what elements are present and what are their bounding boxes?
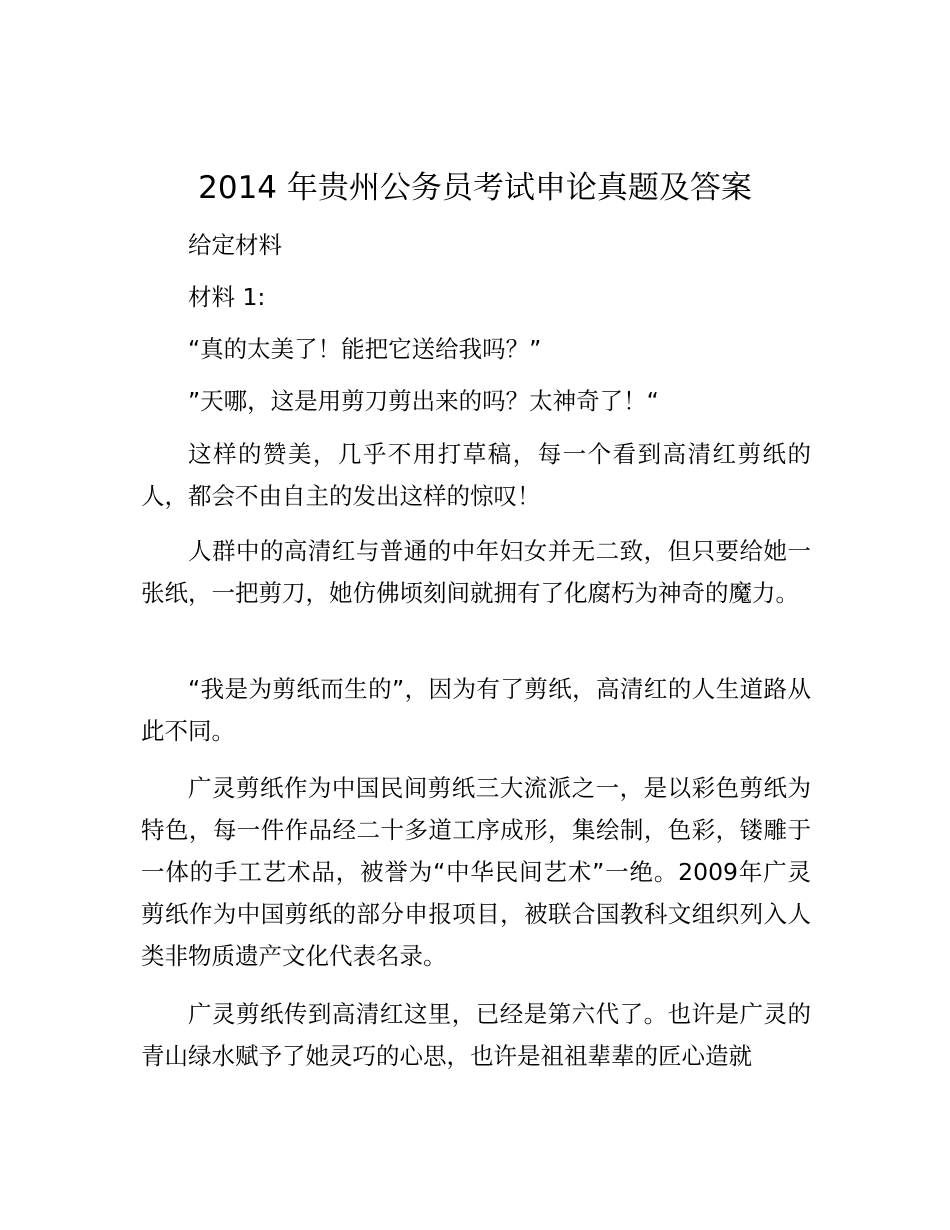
section-heading: 给定材料 <box>188 231 282 259</box>
paragraph: 广灵剪纸作为中国民间剪纸三大流派之一，是以彩色剪纸为特色，每一件作品经二十多道工序成形，集绘制，色彩，镂雕于一体的手工艺术品，被誉为“中华民间艺术”一绝。2009年广灵剪纸作为中国剪纸的部分申报项目，被联合国教科文组织列入人类非物质遗产文化代表名录。 <box>141 774 811 970</box>
paragraph: “我是为剪纸而生的”，因为有了剪纸，高清红的人生道路从此不同。 <box>141 675 811 745</box>
paragraph: “真的太美了！能把它送给我吗？” <box>188 335 542 363</box>
paragraph: 这样的赞美，几乎不用打草稿，每一个看到高清红剪纸的人，都会不由自主的发出这样的惊叹！ <box>141 440 811 510</box>
paragraph: ”天哪，这是用剪刀剪出来的吗？太神奇了！“ <box>188 387 659 415</box>
paragraph: 广灵剪纸传到高清红这里，已经是第六代了。也许是广灵的青山绿水赋予了她灵巧的心思，也许是祖祖辈辈的匠心造就 <box>141 1000 811 1070</box>
paragraph: 人群中的高清红与普通的中年妇女并无二致，但只要给她一张纸，一把剪刀，她仿佛顷刻间就拥有了化腐朽为神奇的魔力。 <box>141 537 811 607</box>
page-title: 2014 年贵州公务员考试申论真题及答案 <box>198 170 752 206</box>
material-label: 材料 1: <box>188 283 266 311</box>
